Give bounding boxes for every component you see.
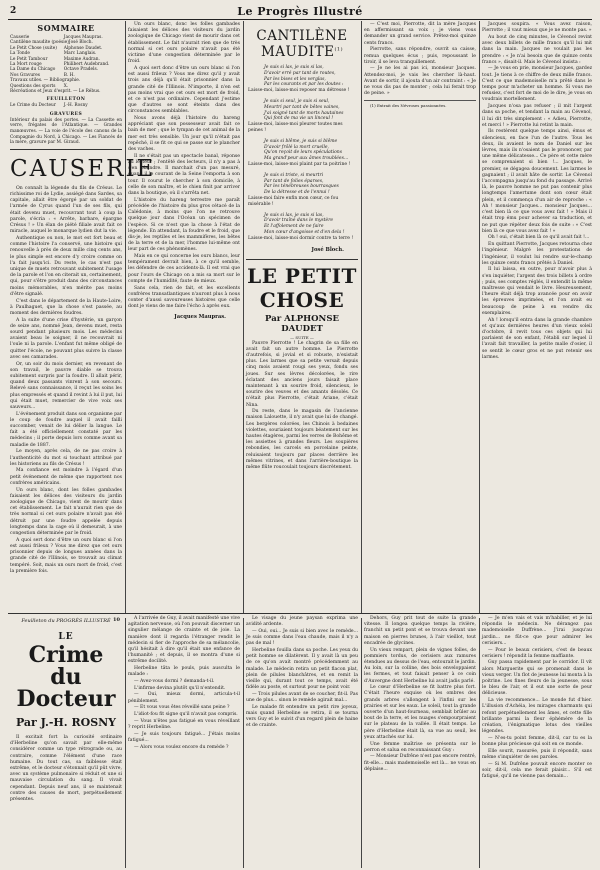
paragraph: — Si M. Dufrêne pouvait encore monter ce soir, dit-il, cela me ferait plaisir... S'il est fatigué, qu'il ne vienne pas demain... bbox=[482, 761, 592, 780]
paragraph: Oh ! oui, c'était bien là ce qu'il avait fait !... bbox=[488, 235, 590, 241]
paragraph: L'événement produit dans son organisme par le coup de foudre auquel il avait failli succomber, venait de lui délier la langue. Le fait a été officiellement constaté par les médecins ; il porte depuis lors comme avant sa maladie de 1887. bbox=[10, 411, 122, 448]
paragraph: Il excitait fort la curiosité ordinaire d'Herbeline qu'on savait par elle-même considérer comme un type rétrograde ou, au contraire, comme l'élément d'une race humaine. Du tout cas, sa faiblesse était extrême, et le docteur s'étonnait qu'il pût vivre, avec un système pulmonaire si réduit et une si mauvaise circulation du sang. Il vivait cependant. Depuis neuf ans, il se maintenait contre des causes de mort, perpétuellement présentes. bbox=[10, 735, 122, 803]
column-4 bbox=[364, 22, 476, 612]
paragraph: Un vieux rempart, plein de vignes folles, de pommiers tordus, de cerisiers aux ramures étendues au dessus de l'eau, entourait le jardin. Au loin, sur la colline, des bois enveloppaient les fermes, et tout faisait penser à ce coin d'Auvergne dont Herbeline lui avait jadis parlé. bbox=[364, 647, 476, 684]
paragraph: — Je suis toujours fatigué... J'étais moins fatigué... bbox=[128, 731, 240, 743]
paragraph: Herbeline tâta le pouls, puis ausculta le malade : bbox=[128, 666, 240, 678]
column-1 bbox=[10, 22, 156, 612]
paragraph: Mais en ce qui concerne les ours blancs, leur tempérament devrait bien, à ce qu'il semble, les défendre de ces accidents-là. Il est vrai que pour l'ours de Chicago on a mis sa mort sur le compte de l'humidité, faute de mieux. bbox=[128, 254, 240, 284]
paragraph: L'idiot-fou fit signe qu'il n'avait pas compris. bbox=[134, 712, 238, 718]
paragraph: Guy passa rapidement par le corridor. Il vit alors Marguerite qui se promenait dans le vieux verger. Un flot de jeunesse lui monta à la poitrine. Les fines fleurs de la jeunesse, sous le bleu de l'air, et il eut une sorte de peur délicieuse. bbox=[482, 660, 592, 697]
sommaire-gravures-heading: GRAVURES bbox=[49, 111, 83, 117]
paragraph: Pauvre Pierrotte ! Le chagrin de sa fille en avait fait un autre homme. Le Pierrotte d'autrefois, si jovial et si robuste, n'existait plus. Les larmes que sa petite versait depuis cinq mois avaient rougi ses yeux, fondu ses joues. Sur ses lèvres décolorées, le rire éclatant des anciens jours faisait place maintenant à un sourire froid, silencieux, le sourire des veuves et des amants désolés. Ce n'était plus Pierrotte, c'était Ariane, c'était Nina. bbox=[246, 340, 358, 408]
paragraph: Dehors, Guy prit tout de suite la grande vitesse. Il longea quelque temps la rivière, franchit un petit pont et se trouva devant une maison en pierres brunes, à l'air vieillot, tout encadrée de glycines. bbox=[364, 616, 476, 646]
poem-stanza: Je suis si las, je suis si las, D'avoir traîné dans le mystère Et l'affolement de ne faire Mon cœur d'angoisse et d'en dela ! Laisse-moi, laisse-moi dormir contre ta terre ! bbox=[248, 212, 354, 241]
causerie-title: CAUSERIE bbox=[10, 155, 156, 182]
poem-stanza: Je suis si triste, si meurtri Par tant de folies éparses, Par les ténébreuses bourrasques De la détresse et de l'ennui ! Laisse-moi faire enfin mon cœur, ce fou misérable ! bbox=[248, 172, 339, 207]
paragraph: La vie recommence... Le monde fut d'hier. L'illusion d'Achéia, les mirages charmants qui refont perpétuellement les âmes, et cette fille brillante parmi la fleur éphémère de la création, l'énigmatique lotus des vieilles légendes. bbox=[482, 698, 592, 735]
sommaire-item: Récréations et Jeux d'esprit. — Le Rébus. bbox=[10, 89, 101, 95]
paragraph: Un ours blanc, donc les folles gambades faisaient les délices des visiteurs du jardin zoologique de Chicago vient de mourir dans cet établissement. Le fait n'aurait rien que de très normal si cet ours polaire n'avait pas été victime d'une congestion déterminée par le froid. bbox=[128, 22, 240, 65]
paragraph: Sans cela, rien de fait, et les excellents confrères transatlantiques n'auront plus à nous conter d'aussi savoureuses histoires que celle dont je viens de me faire l'écho à après eux. bbox=[128, 285, 240, 310]
sommaire-item: Nos Gravures B. H. bbox=[10, 72, 75, 78]
causerie-signature: Jacques Maupras. bbox=[174, 314, 226, 321]
paragraph: Le malade fit entendre un petit rire joyeux, mais quand Herbeline se retira, il se tourna vers Guy et le suivit d'un regard plein de haine et de crainte. bbox=[246, 704, 358, 729]
paragraph: Herbeline fouilla dans sa poche. Les yeux du petit homme se dilatèrent. Il y avait là un peu de ce qu'on avait montré précédemment au malade. Le médecin retira un petit flacon plat, plein de pilules blanchâtres, et en remit la vieille qui, durant tout ce temps, avait été fidèle au poste, et surtout pour ne point voir. bbox=[246, 648, 358, 691]
cantilene-poem bbox=[246, 65, 358, 242]
paragraph: — Monsieur Dufrêne n'est pas encore rentré, fit-elle... mais mademoiselle est là... ne vous en déplaise... bbox=[364, 754, 476, 772]
sommaire-item: La Tonde Marc Langlais. bbox=[10, 51, 97, 57]
sommaire-item: La Dame du Chicago Octave Pradels. bbox=[10, 67, 99, 73]
petit-chose-suite: — SUITE — bbox=[290, 334, 314, 340]
sommaire-item: La Mort rouge Philibert Audebrand. bbox=[10, 62, 110, 68]
cantilene-signature: José Bloch. bbox=[311, 246, 344, 253]
petit-chose-column-5 bbox=[482, 22, 592, 361]
paragraph: — Trois pilules avant de se coucher, fit-il. Pas une de plus... sinon le remède agirait mal... bbox=[246, 691, 358, 704]
newspaper-title: Le Progrès Illustré bbox=[237, 4, 363, 18]
paragraph: Ils restèrent quelque temps ainsi, émus et silencieux, en face l'un de l'autre. Tous les deux, ils avaient le nom de Daniel sur les lèvres, mais ils n'osaient pas le prononcer, par une même délicatesse... Ce père et cette mère se comprenaient si bien !... Jacques, le premier, se dégagea doucement. Les larmes le gagnaient ; il avait hâte de sortir. Le Cévenol l'accompagna jusqu'au fond du passage. Arrivé là, le pauvre homme ne put pas contenir plus longtemps l'amertume dont son cœur était plein, et il commença d'un air de reproche : « Ah ! monsieur Jacques... monsieur Jacques... c'est bien là ce que vous avez fait ! » Mais il était trop ému pour achever sa traduction, et ne put que répéter deux fois de suite : « C'est bien là ce que vous avez fait ! » bbox=[482, 129, 592, 234]
paragraph: Ma confiance est moindre à l'égard d'un petit événement de même que rapportent nos confrères américains. bbox=[10, 468, 122, 486]
paragraph: — Alors vous voulez encore du remède ? bbox=[134, 744, 229, 750]
paragraph: — C'est moi, Pierrotte, dit la mère Jacques en affermissant sa voix ; je viens vous demander un grand service. Prêtez-moi quinze cents francs. bbox=[364, 22, 476, 46]
paragraph: Du reste, dans le magasin de l'ancienne maison Lalouette, il n'y avait que lui de changé. Les bergères colorées, les Chinois à bedaines violettes, souriaient toujours béatement sur les hautes étagères, parmi les verres de Bohême et les assiettes à grandes fleurs. Les soupières rebondies, les carcels en porcelaine peinte, reluisaient toujours par places derrière les mêmes vitrines, et dans l'arrière-boutique la même flûte roucoulait toujours discrètement. bbox=[246, 409, 358, 471]
causerie-body bbox=[10, 186, 122, 575]
sommaire-item: Le Petit Tambour Maxime Audran. bbox=[10, 56, 100, 62]
feuilleton-col-4 bbox=[364, 616, 476, 868]
feuilleton-header bbox=[10, 616, 122, 868]
paragraph: — Oui, oui... Je suis si bien avec le remède... Je suis comme dans l'eau chaude, mais il n'y a pas de mal ! bbox=[246, 628, 358, 647]
column-2 bbox=[128, 22, 240, 612]
feuilleton-col-2 bbox=[128, 616, 240, 868]
paragraph: — Oui, mieux dormi, articula-t-il péniblement. bbox=[128, 692, 240, 704]
paragraph: — N'es-tu point femme, dit-il, car tu es la bonne plus précieuse qui soit en ce monde. bbox=[482, 735, 592, 748]
footnote: (1) Extrait des Névroses passionnées. bbox=[364, 100, 476, 108]
paragraph: L'infirme devina plutôt qu'il n'entendit. bbox=[134, 685, 226, 691]
paragraph: On connaît la légende du fils de Crésus. Le richissime roi de Lydie, assiégé dans Sardes, sa capitale, allait être égorgé par un soldat de l'armée de Cyrus quand l'un de ses fils, qui était devenu muet, recouvrant tout à coup la parole, s'écria : « Arrête, barbare, épargne Crésus ! » Un élan de piété filiale avait fait ce miracle, auquel le monarque lydien dut la vie. bbox=[10, 185, 122, 235]
feuilleton-byline: Par J.-H. ROSNY bbox=[15, 716, 117, 729]
feuilleton-title: Crime du Docteur bbox=[16, 642, 116, 712]
sommaire-feuilleton-author: J.-H. Rosny bbox=[63, 103, 88, 109]
header-rule bbox=[8, 19, 592, 20]
paragraph: Elle sourit, rassurée, puis il répondit, sans même s'inquiéter de ses paroles. bbox=[482, 748, 592, 760]
poem-stanza: Je suis si las, je suis si las, D'avoir erré par tant de routes, Par les bises et les verglas, Par les courants et par les doutes : Laisse-moi, laisse-moi reposer ma détresse ! bbox=[248, 65, 350, 94]
paragraph: Nous avons déjà l'histoire du hareng appréciant que son possesseur avait fait ce bain de mer ; que le tympan de cet animal de la mer est très sensible. Un jour qu'il n'était pas repêché, il se fit ce qui se passe sur le plancher des vaches. bbox=[128, 116, 240, 153]
paragraph: Le visage du jeune paysan exprima une avidité ardente. bbox=[246, 616, 358, 628]
feuilleton-caption: Feuilleton du PROGRÈS ILLUSTRÉ bbox=[21, 618, 111, 624]
poem-stanza: Je suis si blême, je suis si blême D'avoir frôlé la mort cruelle, Qu'on reçoit de leurs spéculations Ma grand'peur aux âmes troublées... Laisse-moi, laisse-moi plaint par ta poitrine ! bbox=[248, 138, 351, 167]
sommaire-title: SOMMAIRE bbox=[37, 23, 95, 33]
paragraph: L'histoire du hareng terrestre me paraît précédée de l'histoire du plus gros cétacé de la Calédonie, à moins que l'on ne retrouve quelque jour dans l'Océan un spécimen de l'espèce. Si ce n'est que la chose à l'état de légende. En attendant, la foudre et le froid, que dis-je, les reptiles et les mammifères, les bêtes de la terre et de la mer, l'homme lui-même ont leur part de ces phénomènes. bbox=[128, 197, 240, 253]
causerie-continued bbox=[128, 22, 240, 310]
page-header bbox=[10, 4, 590, 18]
paragraph: — Je m'en vais et vais m'habiller, et je lui répondis le médecin. Ne dérangez pas mademoiselle Duffrène... J'irai jusqu'au jardin... ne fût-ce que pour admirer les cerisiers... bbox=[482, 616, 592, 646]
paragraph: Jacques soupira. « Vous avez raison, Pierrotte ; il vaut mieux que je ne monte pas. » bbox=[482, 22, 592, 34]
paragraph: Authentique ou non, le mot est fort beau et comme l'histoire l'a conservé, une histoire qui renouvelle à près de deux mille cinq cents ans, le plus simple est encore d'y croire comme on l'a fait jusqu'ici. Du reste, le cas n'est pas unique de muets retrouvant subitement l'usage de la parole et l'on en citerait un, certainement, qui, pour s'être produit dans des circonstances moins mémorables, n'en mérite pas moins d'être signalé. bbox=[10, 235, 122, 297]
paragraph: — Je vous en prie, monsieur Jacques, gardez tout. Je tiens à ce chiffre de deux mille francs. C'est ce que mademoiselle m'a prêté dans le temps pour m'acheter un homme. Si vous me refusiez, c'est fort de moi de le dire, je vous en voudrais mortellement. bbox=[482, 66, 592, 103]
sommaire-item: Cantilène maudite (poésie) José Bloch. bbox=[10, 40, 93, 46]
paragraph: Un ours blanc, dont les folles gambades faisaient les délices des visiteurs du jardin zoologique de Chicago, vient de mourir dans cet établissement. Le fait n'aurait rien que de très normal si cet ours polaire n'avait pas été détruit par une foudre appelée depuis longtemps dans la cage où il demeurait, à une congestion déterminée par le froid. bbox=[10, 487, 122, 537]
paragraph: Au bout de cinq minutes, le Cévenol revint avec deux billets de mille francs qu'il lui mit dans la main. Jacques ne voulait pas les prendre : « Je n'ai besoin que de quinze cents francs », disait-il. Mais le Cévenol insista : bbox=[482, 34, 592, 65]
feuilleton-col-5 bbox=[482, 616, 592, 868]
paragraph: Or, un soir du mois dernier, en revenant de son travail, le pauvre diable se trouva subitement surpris par la foudre. Il allait périr, quand deux passants vinrent à son secours. Relevé sans connaissance, il reçut les soins les plus empressés et quand il revint à lui il put, lui qui était muet, remercier de vive voix ses sauveurs... bbox=[10, 361, 122, 410]
paragraph: Une femme maîtrise se présenta sur le perron et salua en reconnaissant Guy : bbox=[364, 741, 476, 753]
sommaire-feuilleton-title: Le Crime du Docteur bbox=[10, 103, 56, 109]
paragraph: — Vous n'êtes pas fatigué en vous réveillant ? reprit Herbeline. bbox=[128, 718, 240, 730]
paragraph: Le cœur d'Herbeline se fit battre plus fort. C'était l'heure exquise où les ombres des grands arbres s'allongent à l'infini sur les prairies et sur les eaux. Le soleil, tout la grande ouverte d'un haut-fourneau, semblait brûler au bout de la terre, et les nuages s'empourpraient sur le plateau de la vallée. Il était temps. Le père d'Herbeline était là, sa vue au seuil, les yeux attachés sur lui. bbox=[364, 685, 476, 740]
feuilleton-le: LE bbox=[58, 632, 74, 642]
column-3 bbox=[246, 22, 358, 612]
paragraph: A la suite d'une crise d'hystérie, un garçon de seize ans, nommé Jean, devenu muet, resta sourd pendant plusieurs mois. Les médecins avaient beau le soigner, il ne recouvrait ni l'ouïe ni la parole. L'enfant fut même obligé de quitter l'école, ne pouvant plus suivre la classe avec ses camarades. bbox=[10, 317, 122, 360]
paragraph: A quoi sert donc d'être un ours blanc si l'on est aussi frileux ? Vous me direz que cet ours prisonnier depuis de longues années dans la grande cité de l'Illinois, se trouvait au climat tempéré. Soit, mais un ours mort de froid, c'est la première fois. bbox=[10, 537, 122, 574]
sommaire-feuilleton-heading: FEUILLETON bbox=[46, 97, 86, 103]
paragraph: Il ne s'était pas un spectacle banal, réponse au lecteur ; l'entêté des lecteurs, il n'y a pas à s'en plaindre. Il marchait d'un pas mesuré, quand il le courant de la Seine l'emporta à son tour. Il courut le chercher à son domicile, à celle de son maître, et le chien finit par arriver dans la boutique, où il s'arrêta net. bbox=[128, 153, 240, 196]
petit-chose-title: LE PETIT CHOSE bbox=[247, 263, 357, 312]
paragraph: — Et vous vous êtes réveillé sans peine ? bbox=[134, 705, 230, 711]
paragraph: Pierrotte, sans répondre, ouvrit sa caisse, remua quelques écus ; puis, repoussant le tiroir, il se leva tranquillement. bbox=[364, 47, 476, 65]
sommaire-item: Le Petit Chose (suite) Alphonse Daudet. bbox=[10, 45, 103, 51]
paragraph: C'est dans le département de la Haute-Loire, à Paulhaguet, que la chose s'est passée, au moment des dernières foudres. bbox=[10, 298, 122, 316]
paragraph: Jacques n'osa pas refuser ; il mit l'argent dans sa poche, et tendant la main au Cévenol, il lui dit très simplement : « Adieu, Pierrotte, et merci ! » Pierrotte lui retint la main. bbox=[482, 104, 592, 128]
sommaire-gravures-text: Intérieur du palais des portes. — La Cassette en verre, frégates de l'Atlantique. — Grandes manœuvres. — La voie de l'école des canons de la Compagnie du Nord, à Chicago. — Les Fiancés de la mère, gravure par M. Giraud. bbox=[10, 117, 122, 146]
paragraph: Il lui laissa, en outre, pour n'avoir plus à s'en inquiéter, l'argent des trois billets à ordre ; puis, ses comptes réglés, il entendit la même maîtresse qui vendait le livre. Heureusement, l'heure était déjà trop avancée pour en avoir les épreuves imprimées, et l'on avait eu beaucoup de peine à en vendre dix exemplaires. bbox=[482, 267, 592, 316]
paragraph: — Pour le beaux cerisiers, c'est de beaux cerisiers ! répondit la femme maffiante. bbox=[482, 647, 592, 659]
feuilleton-col-3 bbox=[246, 616, 358, 868]
paragraph: Le moyen, après cela, de ne pas croire à l'authenticité du mot si touchant attribué par les historiens au fils de Crésus ! bbox=[10, 449, 122, 467]
feuilleton-body-1 bbox=[10, 735, 122, 803]
column-5 bbox=[482, 22, 592, 612]
cantilene-title: CANTILÈNE MAUDITE$^{(1)}$ bbox=[256, 28, 348, 60]
poem-stanza: Je suis si seul, je suis si seul, Meurtri par tant de bêtes vaines, J'ai soigné tant de morts hautaines Qui font de ma vie un linceul ! Laisse-moi, laisse-moi pleurer toutes mes peines ! bbox=[248, 98, 344, 133]
paragraph: — Avez-vous dormi ? demanda-t-il. bbox=[134, 679, 215, 685]
feuilleton-number: 10 bbox=[113, 617, 120, 623]
paragraph: A quoi sert donc d'être un ours blanc si l'on est aussi frileux ? Vous me direz qu'il y avait trois ans déjà qu'il était prisonnier dans la grande cité de l'Illinois. N'importe, il n'en est pas moins vrai que cet ours est mort de froid, et ce n'est pas ordinaire. Cependant j'estime que d'autres se sont éteints dans des circonstances semblables. bbox=[128, 65, 240, 115]
page-number: 2 bbox=[10, 6, 17, 16]
sommaire-item: Questions des sports X. bbox=[10, 83, 69, 89]
sommaire-item: Causerie Jacques Maupras. bbox=[10, 35, 103, 40]
sommaire-item: Travaux utiles. — Bibliographie. bbox=[10, 78, 81, 84]
sommaire-list bbox=[10, 35, 122, 94]
paragraph: Ah ! lorsqu'il entra dans la grande chambre et qu'aux dernières heures d'un vieux soleil d'octobre, il revit tous ces objets qui lui parlaient de son enfant, l'établi sur lequel il l'avait fait travailler, la petite malle d'osier, il se sentit le cœur gros et ne put retenir ses larmes. bbox=[482, 317, 592, 360]
paragraph: A l'arrivée de Guy, il avait manifesté une vive agitation nerveuse, où l'on pouvait discerner un singulier mélange de crainte et de joie. La manière dont il regarda l'étranger rendit le médecin si fier de l'approche de sa mélancolie, qu'il hésitait à dire qu'il était une enfance de l'humanité ; et depuis, il se montra d'une si extrême docilité. bbox=[128, 616, 240, 665]
sommaire-feuilleton-row bbox=[10, 103, 122, 108]
paragraph: En quittant Pierrotte, Jacques retourna chez l'ingénieur. Malgré les protestations de l'ingénieur, il voulut lui rendre sur-le-champ les quinze cents francs prêtés à Daniel. bbox=[482, 242, 592, 266]
petit-chose-byline: Par ALPHONSE DAUDET bbox=[265, 313, 339, 334]
petit-chose-continued bbox=[364, 22, 476, 108]
paragraph: — Je ne les ai pas ici, monsieur Jacques. Attendez-moi, je vais les chercher là-haut. Avant de sortir, il ajouta d'un air contraint : « Je ne vous dis pas de monter ; cela lui ferait trop de peine. » bbox=[364, 66, 476, 97]
petit-chose-body bbox=[246, 341, 358, 472]
